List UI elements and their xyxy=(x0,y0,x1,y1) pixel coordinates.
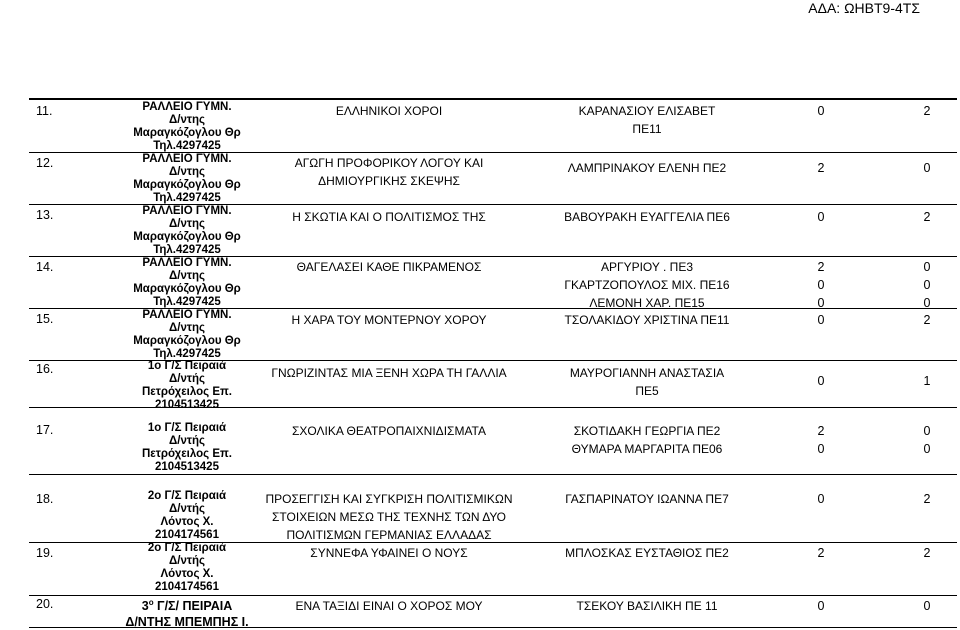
value-b: 2 xyxy=(923,546,931,560)
value-b: 2 xyxy=(923,104,931,118)
school-line: Λόντος Χ. xyxy=(160,568,214,580)
value-b: 0 xyxy=(923,599,931,613)
program-title-line: ΕΛΛΗΝΙΚΟΙ ΧΟΡΟΙ xyxy=(335,104,443,118)
program-title xyxy=(259,597,519,615)
school-line: Δ/ντης xyxy=(169,166,205,178)
value-a: 2 xyxy=(817,260,825,274)
value-a: 0 xyxy=(817,104,825,118)
value-b: 0 xyxy=(923,161,931,175)
row-number: 18. xyxy=(36,492,54,506)
school-line: Μαραγκόζογλου Θρ xyxy=(133,231,241,243)
school-line: ΡΑΛΛΕΙΟ ΓΥΜΝ. xyxy=(142,309,232,321)
school-line: Μαραγκόζογλου Θρ xyxy=(133,283,241,295)
school-phone: 2104513425 xyxy=(155,399,219,411)
row-number: 16. xyxy=(36,362,54,376)
teacher-name: ΚΑΡΑΝΑΣΙΟΥ ΕΛΙΣΑΒΕΤ xyxy=(578,104,716,118)
school-phone: Τηλ.4297425 xyxy=(153,140,221,152)
school-director: Δ/ΝΤΗΣ ΜΠΕΜΠΗΣ Ι. xyxy=(125,615,249,630)
school-line: Δ/ντής xyxy=(169,435,205,447)
value-a: 0 xyxy=(817,296,825,310)
row-number: 19. xyxy=(36,546,54,560)
value-b: 0 xyxy=(923,260,931,274)
teacher-name: ΣΚΟΤΙΔΑΚΗ ΓΕΩΡΓΙΑ ΠΕ2 xyxy=(573,424,721,438)
program-title xyxy=(259,258,519,276)
value-a: 2 xyxy=(817,546,825,560)
teacher-name: ΤΣΕΚΟΥ ΒΑΣΙΛΙΚΗ ΠΕ 11 xyxy=(576,599,718,613)
school-info xyxy=(99,360,275,412)
teachers xyxy=(527,311,767,329)
school-info xyxy=(99,422,275,474)
teacher-name: ΘΥΜΑΡΑ ΜΑΡΓΑΡΙΤΑ ΠΕ06 xyxy=(571,442,723,456)
value-b: 2 xyxy=(923,492,931,506)
teachers xyxy=(527,258,767,312)
school-info xyxy=(99,257,275,309)
teacher-name: ΓΑΣΠΑΡΙΝΑΤΟΥ ΙΩΑΝΝΑ ΠΕ7 xyxy=(565,492,729,506)
teachers xyxy=(527,364,767,400)
teachers xyxy=(527,159,767,177)
teachers xyxy=(527,208,767,226)
teachers xyxy=(527,597,767,615)
value-column-b xyxy=(917,490,937,508)
teachers xyxy=(527,102,767,138)
program-title-line: ΓΝΩΡΙΖΙΝΤΑΣ ΜΙΑ ΞΕΝΗ ΧΩΡΑ ΤΗ ΓΑΛΛΙΑ xyxy=(271,366,507,380)
school-line: Μαραγκόζογλου Θρ xyxy=(133,179,241,191)
table-row xyxy=(29,542,957,596)
value-a: 0 xyxy=(817,442,825,456)
program-title xyxy=(259,154,519,190)
program-title xyxy=(259,422,519,440)
teacher-name: ΒΑΒΟΥΡΑΚΗ ΕΥΑΓΓΕΛΙΑ ΠΕ6 xyxy=(564,210,730,224)
value-a: 0 xyxy=(817,278,825,292)
value-column-a xyxy=(811,372,831,390)
teachers xyxy=(527,422,767,458)
teacher-name: ΠΕ11 xyxy=(632,122,662,136)
program-title xyxy=(259,544,519,562)
table-row xyxy=(29,490,957,543)
program-title xyxy=(259,311,519,329)
school-ordinal: ο xyxy=(148,598,154,607)
table-row xyxy=(29,100,957,153)
school-info xyxy=(99,490,275,542)
school-phone: 2104513425 xyxy=(155,461,219,473)
value-column-b xyxy=(917,544,937,562)
table-row xyxy=(29,595,957,628)
school-line: Δ/ντης xyxy=(169,114,205,126)
value-column-b xyxy=(917,597,937,615)
value-column-a xyxy=(811,544,831,562)
program-title-line: ΣΥΝΝΕΦΑ ΥΦΑΙΝΕΙ Ο ΝΟΥΣ xyxy=(310,546,468,560)
value-column-a xyxy=(811,258,831,312)
school-line: Δ/ντης xyxy=(169,270,205,282)
program-title-line: ΣΧΟΛΙΚΑ ΘΕΑΤΡΟΠΑΙΧΝΙΔΙΣΜΑΤΑ xyxy=(291,424,486,438)
school-info xyxy=(99,101,275,153)
school-info xyxy=(99,542,275,594)
teacher-name: ΜΠΛΟΣΚΑΣ ΕΥΣΤΑΘΙΟΣ ΠΕ2 xyxy=(565,546,729,560)
school-line: Μαραγκόζογλου Θρ xyxy=(133,127,241,139)
value-column-b xyxy=(917,372,937,390)
value-b: 2 xyxy=(923,210,931,224)
school-line: Πετρόχειλος Επ. xyxy=(141,448,233,460)
row-number: 15. xyxy=(36,312,54,326)
row-number: 14. xyxy=(36,260,54,274)
value-column-a xyxy=(811,422,831,458)
program-title xyxy=(259,102,519,120)
value-column-b xyxy=(917,258,937,312)
document-ada-code: ΑΔΑ: ΩΗΒΤ9-4ΤΣ xyxy=(808,0,920,16)
program-title-line: ΑΓΩΓΗ ΠΡΟΦΟΡΙΚΟΥ ΛΟΓΟΥ ΚΑΙ xyxy=(294,156,484,170)
school-phone: Τηλ.4297425 xyxy=(153,244,221,256)
row-number: 11. xyxy=(36,104,53,118)
program-title-line: ΕΝΑ ΤΑΞΙΔΙ ΕΙΝΑΙ Ο ΧΟΡΟΣ ΜΟΥ xyxy=(295,599,483,613)
program-title-line: Η ΧΑΡΑ ΤΟΥ ΜΟΝΤΕΡΝΟΥ ΧΟΡΟΥ xyxy=(291,313,487,327)
program-title xyxy=(259,490,519,544)
value-b: 2 xyxy=(923,313,931,327)
school-line: ΡΑΛΛΕΙΟ ΓΥΜΝ. xyxy=(142,153,232,165)
value-column-b xyxy=(917,311,937,329)
value-a: 0 xyxy=(817,492,825,506)
school-phone: Τηλ.4297425 xyxy=(153,296,221,308)
value-a: 0 xyxy=(817,313,825,327)
program-title-line: ΠΡΟΣΕΓΓΙΣΗ ΚΑΙ ΣΥΓΚΡΙΣΗ ΠΟΛΙΤΙΣΜΙΚΩΝ xyxy=(265,492,513,506)
value-column-a xyxy=(811,597,831,615)
value-b: 0 xyxy=(923,424,931,438)
school-phone: Τηλ.4297425 xyxy=(153,348,221,360)
school-line: 2ο Γ/Σ Πειραιά xyxy=(147,542,227,554)
school-line: 1ο Γ/Σ Πειραιά xyxy=(147,360,227,372)
teacher-name: ΑΡΓΥΡΙΟΥ . ΠΕ3 xyxy=(600,260,694,274)
value-b: 0 xyxy=(923,442,931,456)
value-a: 2 xyxy=(817,424,825,438)
value-column-a xyxy=(811,311,831,329)
school-phone: Τηλ.4297425 xyxy=(153,192,221,204)
school-line: ΡΑΛΛΕΙΟ ΓΥΜΝ. xyxy=(142,257,232,269)
row-number: 17. xyxy=(36,423,54,437)
value-column-a xyxy=(811,159,831,177)
teacher-name: ΛΑΜΠΡΙΝΑΚΟΥ ΕΛΕΝΗ ΠΕ2 xyxy=(567,161,727,175)
teacher-name: ΠΕ5 xyxy=(635,384,659,398)
teacher-name: ΜΑΥΡΟΓΙΑΝΝΗ ΑΝΑΣΤΑΣΙΑ xyxy=(569,366,725,380)
school-line: Λόντος Χ. xyxy=(160,516,214,528)
school-number: 3 xyxy=(141,599,149,614)
value-a: 2 xyxy=(817,161,825,175)
school-phone: 2104174561 xyxy=(155,581,219,593)
school-line: Δ/ντής xyxy=(169,503,205,515)
table-row xyxy=(29,360,957,411)
program-title-line: ΠΟΛΙΤΙΣΜΩΝ ΓΕΡΜΑΝΙΑΣ ΕΛΛΑΔΑΣ xyxy=(286,528,492,542)
value-column-b xyxy=(917,102,937,120)
value-b: 1 xyxy=(923,374,931,388)
teacher-name: ΓΚΑΡΤΖΟΠΟΥΛΟΣ ΜΙΧ. ΠΕ16 xyxy=(564,278,730,292)
program-title-line: ΔΗΜΙΟΥΡΓΙΚΗΣ ΣΚΕΨΗΣ xyxy=(318,174,460,188)
school-line: Πετρόχειλος Επ. xyxy=(141,386,233,398)
value-column-a xyxy=(811,208,831,226)
row-number: 13. xyxy=(36,208,54,222)
teacher-name: ΛΕΜΟΝΗ ΧΑΡ. ΠΕ15 xyxy=(589,296,705,310)
teachers xyxy=(527,544,767,562)
school-line: Δ/ντης xyxy=(169,322,205,334)
row-number: 12. xyxy=(36,156,54,170)
table-row xyxy=(29,308,957,361)
program-title-line: ΘΑΓΕΛΑΣΕΙ ΚΑΘΕ ΠΙΚΡΑΜΕΝΟΣ xyxy=(296,260,482,274)
school-line: Μαραγκόζογλου Θρ xyxy=(133,335,241,347)
value-a: 0 xyxy=(817,374,825,388)
value-column-a xyxy=(811,490,831,508)
programs-table xyxy=(29,98,957,630)
school-line: Δ/ντης xyxy=(169,218,205,230)
program-title xyxy=(259,208,519,226)
school-line: Δ/ντής xyxy=(169,373,205,385)
program-title-line: Η ΣΚΩΤΙΑ ΚΑΙ Ο ΠΟΛΙΤΙΣΜΟΣ ΤΗΣ xyxy=(292,210,486,224)
value-b: 0 xyxy=(923,278,931,292)
school-phone: 2104174561 xyxy=(155,529,219,541)
school-info xyxy=(99,309,275,361)
program-title-line: ΣΤΟΙΧΕΙΩΝ ΜΕΣΩ ΤΗΣ ΤΕΧΝΗΣ ΤΩΝ ΔΥΟ xyxy=(272,510,506,524)
value-column-b xyxy=(917,208,937,226)
table-row xyxy=(29,418,957,475)
value-b: 0 xyxy=(923,296,931,310)
row-number: 20. xyxy=(36,597,54,611)
school-info xyxy=(99,205,275,257)
school-info xyxy=(99,595,275,630)
value-column-b xyxy=(917,422,937,458)
table-row xyxy=(29,152,957,205)
value-column-b xyxy=(917,159,937,177)
school-line: 1ο Γ/Σ Πειραιά xyxy=(147,422,227,434)
school-line xyxy=(99,595,275,614)
value-a: 0 xyxy=(817,599,825,613)
school-line: ΡΑΛΛΕΙΟ ΓΥΜΝ. xyxy=(142,101,232,113)
teachers xyxy=(527,490,767,508)
school-info xyxy=(99,153,275,205)
value-a: 0 xyxy=(817,210,825,224)
school-line: Δ/ντής xyxy=(169,555,205,567)
table-row xyxy=(29,204,957,257)
program-title xyxy=(259,364,519,382)
teacher-name: ΤΣΟΛΑΚΙΔΟΥ ΧΡΙΣΤΙΝΑ ΠΕ11 xyxy=(564,313,730,327)
school-name: Γ/Σ/ ΠΕΙΡΑΙΑ xyxy=(153,599,233,614)
school-line: 2ο Γ/Σ Πειραιά xyxy=(147,490,227,502)
value-column-a xyxy=(811,102,831,120)
school-line: ΡΑΛΛΕΙΟ ΓΥΜΝ. xyxy=(142,205,232,217)
table-row xyxy=(29,256,957,309)
